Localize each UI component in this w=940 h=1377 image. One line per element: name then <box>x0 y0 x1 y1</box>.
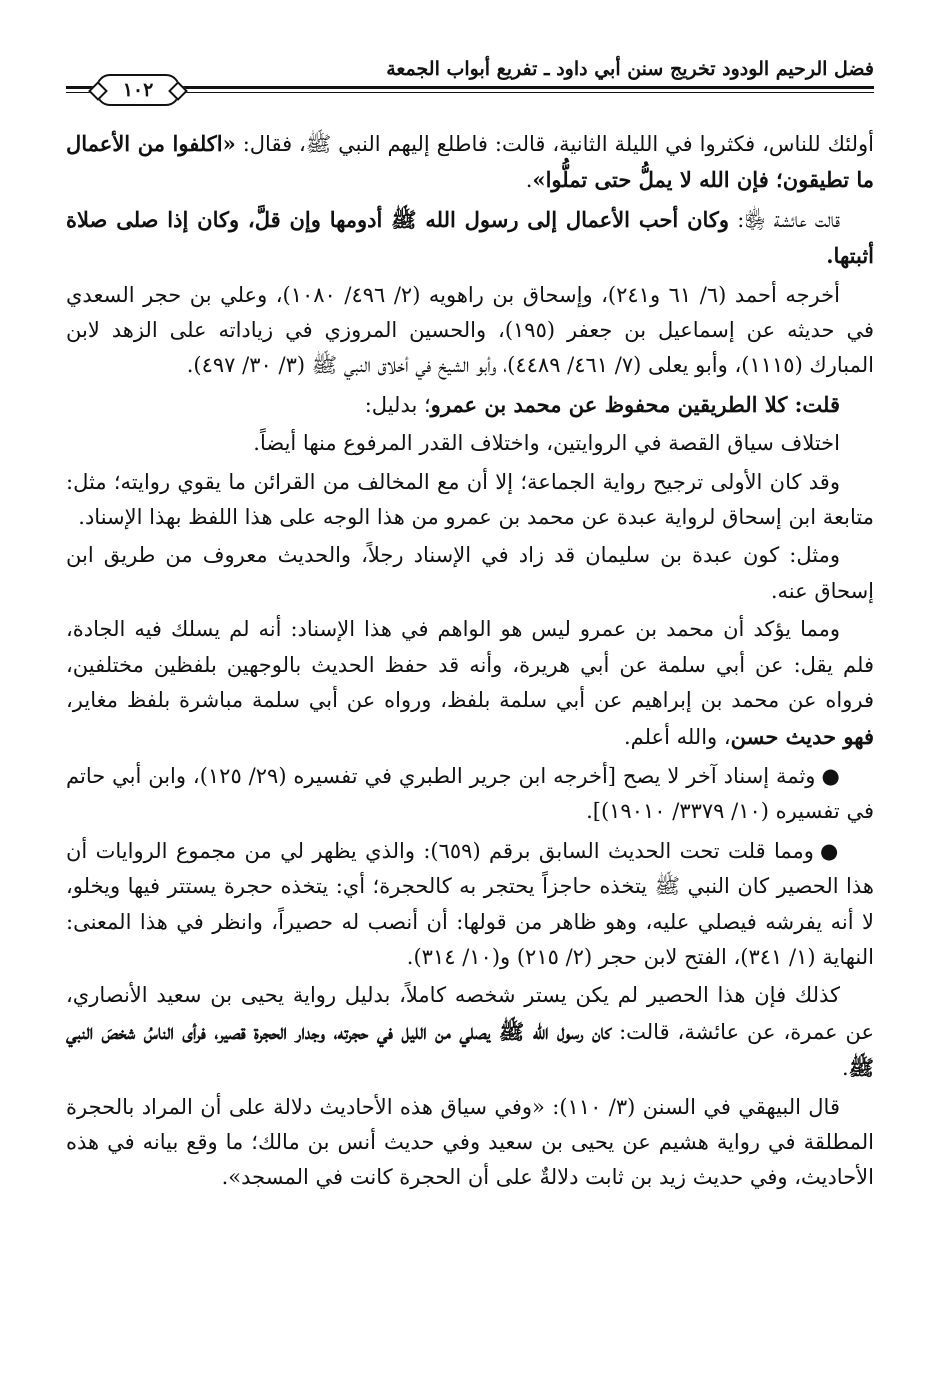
paragraph <box>66 612 874 755</box>
paragraph <box>66 978 874 1086</box>
emphasized-text: وكان أحب الأعمال إلى رسول الله ﷺ أدومها وإن قلَّ، وكان إذا صلى صلاة أثبتها. <box>66 206 874 269</box>
page-number: ١٠٢ <box>96 74 180 106</box>
paragraph <box>66 387 874 423</box>
paragraph-text: أولئك للناس، فكثروا في الليلة الثانية، قالت: فاطلع إليهم النبي ﷺ، فقال: <box>235 132 875 156</box>
paragraph-text: . <box>841 1056 849 1081</box>
paragraph-text: وثمة إسناد آخر لا يصح [أخرجه ابن جرير الطبري في تفسيره (٢٩/ ١٢٥)، وابن أبي حاتم في تفسيره (١٠/ ٣٣٧٩/ ١٩٠١٠)]. <box>66 763 874 824</box>
paragraph-text: كذلك فإن هذا الحصير لم يكن يستر شخصه كاملاً، بدليل رواية يحيى بن سعيد الأنصاري، عن عمرة، عن عائشة، قالت: <box>66 983 874 1044</box>
paragraph-text: ومما قلت تحت الحديث السابق برقم (٦٥٩): والذي يظهر لي من مجموع الروايات أن هذا الحصير كان النبي ﷺ يتخذه حاجزاً يحتجر به كالحجرة؛ أي: يتخذه حجرة يستتر فيها ويخلو، لا أنه يفرشه فيصلي عليه، وهو ظاهر من قولها: أن أنصب له حصيراً، وانظر في هذا المعنى: النهاية (١/ ٣٤١)، الفتح لابن حجر (٢/ ٢١٥) و(١٠/ ٣١٤). <box>66 838 874 969</box>
paragraph <box>66 758 874 830</box>
paragraph <box>66 278 874 384</box>
emphasized-text: فهو حديث حسن <box>730 723 874 749</box>
bullet-icon: ● <box>821 762 840 788</box>
page-header <box>66 50 874 110</box>
running-title: فضل الرحيم الودود تخريج سنن أبي داود ـ تفريع أبواب الجمعة <box>386 58 874 80</box>
paragraph-text: ، والله أعلم. <box>623 724 731 749</box>
paragraph-text: ؛ بدليل: <box>364 392 431 417</box>
paragraph-text: ومما يؤكد أن محمد بن عمرو ليس هو الواهم في هذا الإسناد: أنه لم يسلك فيه الجادة، فلم يقل: عن أبي سلمة عن أبي هريرة، وأنه قد حفظ الحديث بالوجهين بلفظين مختلفين، فرواه عن محمد بن إبراهيم عن أبي سلمة بلفظ، ورواه عن أبي سلمة مباشرة بلفظ مغاير، <box>66 617 874 713</box>
paragraph-text: وقد كان الأولى ترجيح رواية الجماعة؛ إلا أن مع المخالف من القرائن ما يقوي روايته؛ مثل: متابعة ابن إسحاق لرواية عبدة عن محمد بن عمرو من هذا الوجه على هذا اللفظ بهذا الإسناد. <box>66 469 874 530</box>
emphasized-text: «اكلفوا من الأعمال ما تطيقون؛ فإن الله لا يملُّ حتى تملُّوا» <box>66 131 874 193</box>
emphasized-text: كان رسول الله ﷺ يصلي من الليل في حجرته، وجدار الحجرة قصير، فرأى الناسُ شخصَ النبي ﷺ <box>66 1018 874 1081</box>
paragraph-text: أخرجه أحمد (٦/ ٦١ و٢٤١)، وإسحاق بن راهويه (٢/ ٤٩٦/ ١٠٨٠)، وعلي بن حجر السعدي في حديثه عن إسماعيل بن جعفر (١٩٥)، والحسين المروزي في زياداته على الزهد لابن المبارك (١١١٥)، وأبو يعلى (٧/ ٤٦١/ ٤٤٨٩)، وأبو الشيخ في أخلاق النبي ﷺ (٣/ ٣٠/ ٤٩٧). <box>66 282 875 378</box>
body-text <box>66 126 874 1199</box>
paragraph <box>66 465 874 536</box>
paragraph <box>66 202 874 275</box>
paragraph <box>66 833 874 976</box>
emphasized-text: قلت: كلا الطريقين محفوظ عن محمد بن عمرو <box>430 391 840 417</box>
header-rule-thin <box>66 92 874 93</box>
paragraph <box>66 426 874 461</box>
paragraph-text: قالت عائشة ﵂: <box>729 207 840 232</box>
paragraph-text: قال البيهقي في السنن (٣/ ١١٠): «وفي سياق هذه الأحاديث دلالة على أن المراد بالحجرة المطلقة في رواية هشيم عن يحيى بن سعيد وفي حديث أنس بن مالك؛ ما وقع بيانه في هذه الأحاديث، وفي حديث زيد بن ثابت دلالةٌ على أن الحجرة كانت في المسجد». <box>66 1094 874 1190</box>
paragraph-text: اختلاف سياق القصة في الروايتين، واختلاف القدر المرفوع منها أيضاً. <box>253 431 840 456</box>
paragraph-text: . <box>525 168 533 193</box>
bullet-icon: ● <box>819 837 840 863</box>
paragraph-text: ومثل: كون عبدة بن سليمان قد زاد في الإسناد رجلاً، والحديث معروف من طريق ابن إسحاق عنه. <box>66 543 874 603</box>
paragraph <box>66 538 874 609</box>
header-rule <box>66 86 874 89</box>
paragraph <box>66 126 874 199</box>
paragraph <box>66 1090 874 1196</box>
